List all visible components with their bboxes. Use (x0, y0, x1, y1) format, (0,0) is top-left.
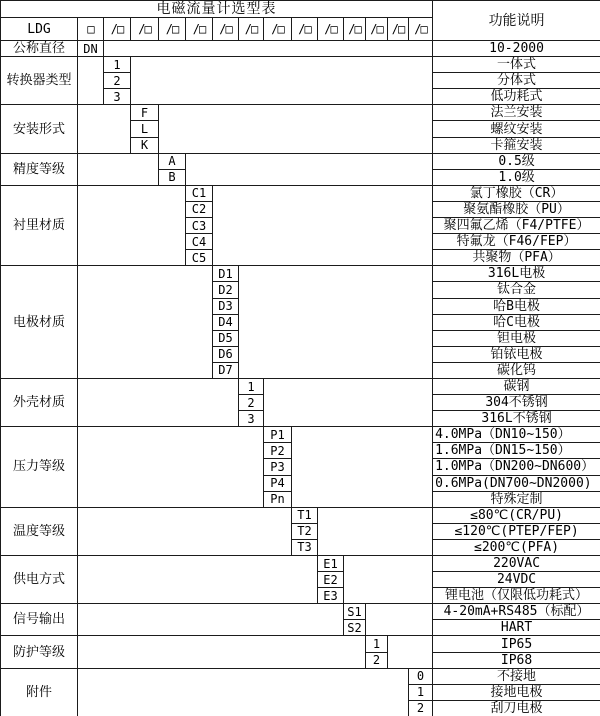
spacer-cell (186, 153, 433, 185)
option-description: 螺纹安装 (433, 121, 600, 137)
spacer-cell (78, 153, 159, 185)
model-code-slot: /□ (344, 18, 366, 41)
option-description: 4.0MPa（DN10~150） (433, 427, 600, 443)
model-code-slot: /□ (213, 18, 239, 41)
table-row (1, 507, 600, 523)
option-description: 哈B电极 (433, 298, 600, 314)
option-code: E3 (318, 588, 344, 604)
table-row (1, 41, 600, 57)
category-label: 精度等级 (1, 153, 78, 185)
option-code: D4 (213, 314, 239, 330)
category-label: 衬里材质 (1, 185, 78, 265)
option-code: L (131, 121, 159, 137)
model-code-slot: /□ (318, 18, 344, 41)
option-description: 1.6MPa（DN15~150） (433, 443, 600, 459)
spacer-cell (78, 636, 366, 668)
table-body (1, 1, 600, 716)
model-code-slot: /□ (366, 18, 388, 41)
option-code: 2 (409, 700, 433, 716)
option-code: P1 (264, 427, 292, 443)
option-description: IP68 (433, 652, 600, 668)
spacer-cell (131, 57, 433, 105)
option-description: 24VDC (433, 572, 600, 588)
table-row (1, 556, 600, 572)
option-description: 1.0MPa（DN200~DN600） (433, 459, 600, 475)
table-row (1, 153, 600, 169)
option-code: 0 (409, 668, 433, 684)
option-description: 低功耗式 (433, 89, 600, 105)
option-description: ≤80℃(CR/PU) (433, 507, 600, 523)
category-label: 附件 (1, 668, 78, 716)
model-code-box: □ (78, 18, 104, 41)
option-code: 2 (239, 395, 264, 411)
option-description: 聚四氟乙烯（F4/PTFE） (433, 218, 600, 234)
option-description: 特氟龙（F46/FEP） (433, 234, 600, 250)
option-description: HART (433, 620, 600, 636)
option-description: 316L不锈钢 (433, 411, 600, 427)
option-code: 3 (104, 89, 131, 105)
spacer-cell (264, 378, 433, 426)
option-code: C5 (186, 250, 213, 266)
table-row (1, 378, 600, 394)
spacer-cell (78, 57, 104, 105)
option-description: 钽电极 (433, 330, 600, 346)
option-description: 1.0级 (433, 169, 600, 185)
spacer-cell (78, 507, 292, 555)
option-description: ≤200℃(PFA) (433, 539, 600, 555)
model-code-slot: /□ (159, 18, 186, 41)
category-label: 温度等级 (1, 507, 78, 555)
option-description: 钛合金 (433, 282, 600, 298)
option-code: P2 (264, 443, 292, 459)
option-description: 聚氨酯橡胶（PU） (433, 201, 600, 217)
spacer-cell (159, 105, 433, 153)
option-code: 1 (104, 57, 131, 73)
category-label: 安装形式 (1, 105, 78, 153)
option-description: 法兰安装 (433, 105, 600, 121)
spacer-cell (318, 507, 433, 555)
table-row (1, 668, 600, 684)
option-description: 哈C电极 (433, 314, 600, 330)
spacer-cell (78, 105, 131, 153)
option-code: D3 (213, 298, 239, 314)
option-code: A (159, 153, 186, 169)
option-code: S2 (344, 620, 366, 636)
category-label: 防护等级 (1, 636, 78, 668)
option-code: E1 (318, 556, 344, 572)
option-description: ≤120℃(PTEP/FEP) (433, 523, 600, 539)
option-code: T2 (292, 523, 318, 539)
table-row (1, 185, 600, 201)
option-code: C3 (186, 218, 213, 234)
spacer-cell (344, 556, 433, 604)
option-description: 4-20mA+RS485（标配） (433, 604, 600, 620)
category-label: 转换器类型 (1, 57, 78, 105)
category-label: 压力等级 (1, 427, 78, 507)
option-code: C4 (186, 234, 213, 250)
option-description: 碳化钨 (433, 362, 600, 378)
model-code-prefix: LDG (1, 18, 78, 41)
option-code: 3 (239, 411, 264, 427)
category-label: 供电方式 (1, 556, 78, 604)
spacer-cell (78, 185, 186, 265)
option-description: 0.6MPa(DN700~DN2000) (433, 475, 600, 491)
model-code-slot: /□ (131, 18, 159, 41)
option-code: T1 (292, 507, 318, 523)
table-row (1, 604, 600, 620)
option-code: D5 (213, 330, 239, 346)
table-row (1, 57, 600, 73)
table-row (1, 105, 600, 121)
spacer-cell (388, 636, 433, 668)
page-title: 电磁流量计选型表 (1, 1, 433, 18)
option-description: 卡箍安装 (433, 137, 600, 153)
spacer-cell (366, 604, 433, 636)
option-description: 一体式 (433, 57, 600, 73)
option-code: D6 (213, 346, 239, 362)
option-code: 2 (366, 652, 388, 668)
option-code: D1 (213, 266, 239, 282)
option-code: 1 (409, 684, 433, 700)
table-row (1, 1, 600, 18)
option-description: 304不锈钢 (433, 395, 600, 411)
option-code: 1 (366, 636, 388, 652)
option-code: 2 (104, 73, 131, 89)
option-code: Pn (264, 491, 292, 507)
category-label: 外壳材质 (1, 378, 78, 426)
option-description: 碳钢 (433, 378, 600, 394)
option-description: 分体式 (433, 73, 600, 89)
option-code: F (131, 105, 159, 121)
option-description: 220VAC (433, 556, 600, 572)
table-row (1, 266, 600, 282)
model-code-slot: /□ (186, 18, 213, 41)
model-code-slot: /□ (292, 18, 318, 41)
spacer-cell (78, 668, 409, 716)
option-description: IP65 (433, 636, 600, 652)
category-label: 电极材质 (1, 266, 78, 379)
spacer-cell (78, 556, 318, 604)
option-code: C2 (186, 201, 213, 217)
model-code-slot: /□ (264, 18, 292, 41)
option-code: P4 (264, 475, 292, 491)
option-description: 锂电池（仅限低功耗式） (433, 588, 600, 604)
spacer-cell (78, 378, 239, 426)
spacer-cell (78, 427, 264, 507)
option-code: DN (78, 41, 104, 57)
category-label: 信号输出 (1, 604, 78, 636)
category-label-diameter: 公称直径 (1, 41, 78, 57)
option-code: C1 (186, 185, 213, 201)
option-code: E2 (318, 572, 344, 588)
spacer-cell (213, 185, 433, 265)
spacer-cell (239, 266, 433, 379)
option-description: 共聚物（PFA） (433, 250, 600, 266)
function-description-header: 功能说明 (433, 1, 600, 41)
model-code-slot: /□ (388, 18, 409, 41)
model-code-slot: /□ (239, 18, 264, 41)
spacer-cell (104, 41, 433, 57)
option-code: D2 (213, 282, 239, 298)
option-code: B (159, 169, 186, 185)
option-description: 0.5级 (433, 153, 600, 169)
option-description: 不接地 (433, 668, 600, 684)
option-description: 接地电极 (433, 684, 600, 700)
option-description: 316L电极 (433, 266, 600, 282)
spacer-cell (78, 604, 344, 636)
option-code: K (131, 137, 159, 153)
spacer-cell (292, 427, 433, 507)
option-description: 刮刀电极 (433, 700, 600, 716)
model-code-slot: /□ (409, 18, 433, 41)
option-code: T3 (292, 539, 318, 555)
option-code: P3 (264, 459, 292, 475)
option-description: 特殊定制 (433, 491, 600, 507)
option-code: 1 (239, 378, 264, 394)
table-row (1, 636, 600, 652)
option-code: S1 (344, 604, 366, 620)
spacer-cell (78, 266, 213, 379)
option-code: D7 (213, 362, 239, 378)
option-description: 氯丁橡胶（CR） (433, 185, 600, 201)
option-description: 铂铱电极 (433, 346, 600, 362)
model-code-slot: /□ (104, 18, 131, 41)
table-row (1, 427, 600, 443)
option-description: 10-2000 (433, 41, 600, 57)
